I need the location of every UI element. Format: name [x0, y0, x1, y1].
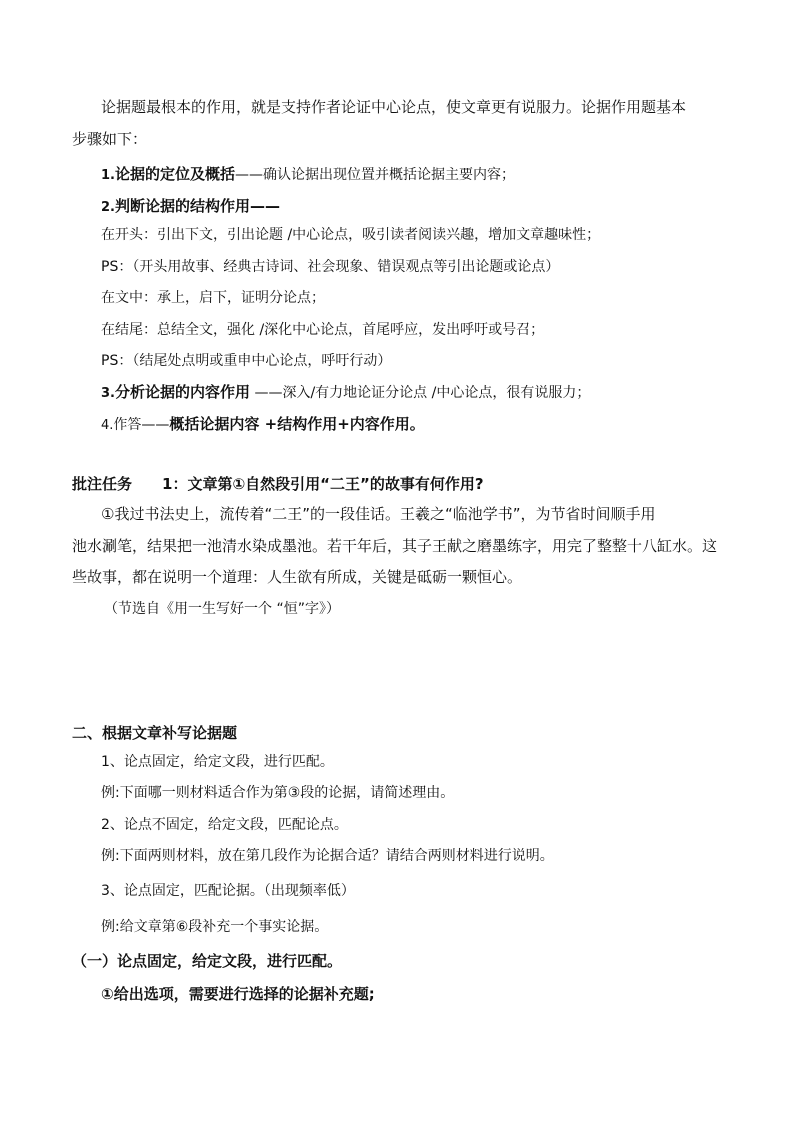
task-passage-line-2: 池水涮笔，结果把一池清水染成墨池。若干年后，其子王献之磨墨练字，用完了整整十八缸水。这 — [72, 537, 718, 555]
step-2-ps-2: PS：（结尾处点明或重申中心论点，呼吁行动） — [101, 353, 392, 369]
section-2-example-3: 例:给文章第⑥段补充一个事实论据。 — [101, 919, 329, 935]
step-3 — [101, 382, 590, 404]
section-2-item-1: 1、论点固定，给定文段，进行匹配。 — [101, 754, 334, 770]
task-title: 1：文章第①自然段引用“二王”的故事有何作用? — [162, 475, 484, 493]
task-heading — [72, 474, 484, 494]
step-1-title: 论据的定位及概括 — [114, 165, 235, 183]
task-label: 批注任务 — [72, 475, 133, 493]
step-1-text: ——确认论据出现位置并概括论据主要内容； — [235, 167, 515, 183]
step-4 — [101, 414, 425, 436]
section-2-item-3: 3、论点固定，匹配论据。（出现频率低） — [101, 883, 355, 899]
task-passage-line-3: 些故事，都在说明一个道理：人生欲有所成，关键是砥砺一颗恒心。 — [72, 568, 523, 586]
section-2-heading: 二、根据文章补写论据题 — [72, 724, 238, 742]
subsection-item-1: ①给出选项，需要进行选择的论据补充题; — [101, 985, 375, 1003]
step-2 — [101, 196, 280, 218]
step-3-number: 3. — [101, 386, 115, 401]
step-1 — [101, 164, 515, 186]
intro-line-2: 步骤如下： — [72, 130, 148, 148]
step-4-prefix: 作答—— — [113, 417, 170, 433]
step-2-ps-1: PS：（开头用故事、经典古诗词、社会现象、错误观点等引出论题或论点） — [101, 259, 560, 275]
section-2-example-1: 例:下面哪一则材料适合作为第③段的论据，请简述理由。 — [101, 785, 455, 801]
intro-line-1: 论据题最根本的作用，就是支持作者论证中心论点，使文章更有说服力。论据作用题基本 — [101, 98, 687, 116]
step-2-middle: 在文中：承上，启下，证明分论点； — [101, 290, 325, 306]
step-2-number: 2. — [101, 200, 115, 215]
step-2-title: 判断论据的结构作用—— — [114, 197, 280, 215]
step-3-text: ——深入/有力地论证分论点 /中心论点，很有说服力； — [250, 385, 591, 401]
task-passage-line-1: ①我过书法史上，流传着“二王”的一段佳话。王羲之“临池学书”，为节省时间顺手用 — [101, 505, 656, 523]
subsection-heading: （一）论点固定，给定文段，进行匹配。 — [72, 952, 343, 970]
step-1-number: 1. — [101, 168, 115, 183]
step-2-opening: 在开头：引出下文，引出论题 /中心论点，吸引读者阅读兴趣，增加文章趣味性； — [101, 227, 601, 243]
step-3-title: 分析论据的内容作用 — [114, 383, 250, 401]
step-4-number: 4. — [101, 418, 114, 433]
task-source: （节选自《用一生写好一个 “恒”字》） — [104, 601, 340, 617]
section-2-item-2: 2、论点不固定，给定文段，匹配论点。 — [101, 817, 348, 833]
step-2-ending: 在结尾：总结全文，强化 /深化中心论点，首尾呼应，发出呼吁或号召； — [101, 322, 545, 338]
section-2-example-2: 例:下面两则材料，放在第几段作为论据合适？请结合两则材料进行说明。 — [101, 848, 554, 864]
step-4-title: 概括论据内容 +结构作用+内容作用。 — [169, 415, 425, 433]
